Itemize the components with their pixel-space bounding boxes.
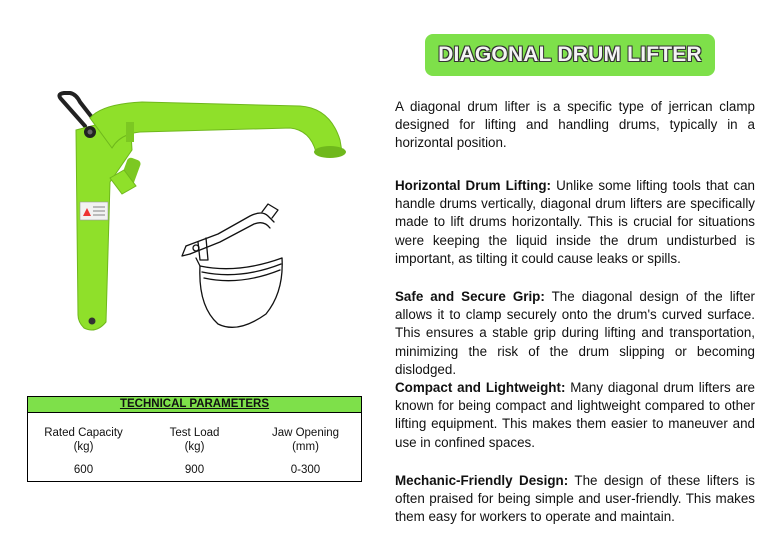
section-text: Unlike some lifting tools that can handle drums vertically, diagonal drum lifters are specifically made to lift drums horizontally. This is crucial for situations were keeping the liquid inside the drum undisturbed is important, as tilting it could cause leaks or spills. <box>395 178 755 266</box>
section-text: The diagonal design of the lifter allows it to clamp securely onto the drum's curved surface. This ensures a stable grip during lifting and transportation, minimizing the risk of the drum slipping or becoming dislodged. <box>395 289 756 377</box>
column-label: Jaw Opening <box>271 427 340 439</box>
section-compact <box>395 379 755 452</box>
intro-text: A diagonal drum lifter is a specific type of jerrican clamp designed for lifting and handling drums, typically in a horizontal position. <box>395 99 755 151</box>
intro-paragraph <box>395 98 755 153</box>
section-horizontal-lifting <box>395 177 755 268</box>
column-value: 0-300 <box>290 464 321 476</box>
column-unit: (mm) <box>292 441 319 453</box>
section-heading: Compact and Lightweight: <box>395 380 566 395</box>
section-secure-grip <box>395 288 755 379</box>
column-unit: (kg) <box>184 441 205 453</box>
column-value: 900 <box>184 464 205 476</box>
column-value: 600 <box>73 464 94 476</box>
table-header: TECHNICAL PARAMETERS <box>28 397 361 413</box>
column-label: Test Load <box>169 427 220 439</box>
page-title: DIAGONAL DRUM LIFTER <box>438 43 702 66</box>
title-banner <box>425 34 715 76</box>
drum-clamp-diagram <box>178 196 288 336</box>
section-text: Many diagonal drum lifters are known for being compact and lightweight compared to other lifting equipment. This makes them easier to maneuver and use in confined spaces. <box>395 380 755 450</box>
table-column-jaw-opening <box>250 413 361 481</box>
technical-parameters-table <box>27 396 362 482</box>
section-heading: Safe and Secure Grip: <box>395 289 545 304</box>
section-text: The design of these lifters is often praised for being simple and user-friendly. This makes them easy for workers to operate and maintain. <box>395 473 755 525</box>
table-body <box>28 413 361 481</box>
column-label: Rated Capacity <box>44 427 123 439</box>
section-heading: Mechanic-Friendly Design: <box>395 473 569 488</box>
section-mechanic-friendly <box>395 472 755 527</box>
table-column-rated-capacity <box>28 413 139 481</box>
table-column-test-load <box>139 413 250 481</box>
section-heading: Horizontal Drum Lifting: <box>395 178 551 193</box>
column-unit: (kg) <box>73 441 94 453</box>
